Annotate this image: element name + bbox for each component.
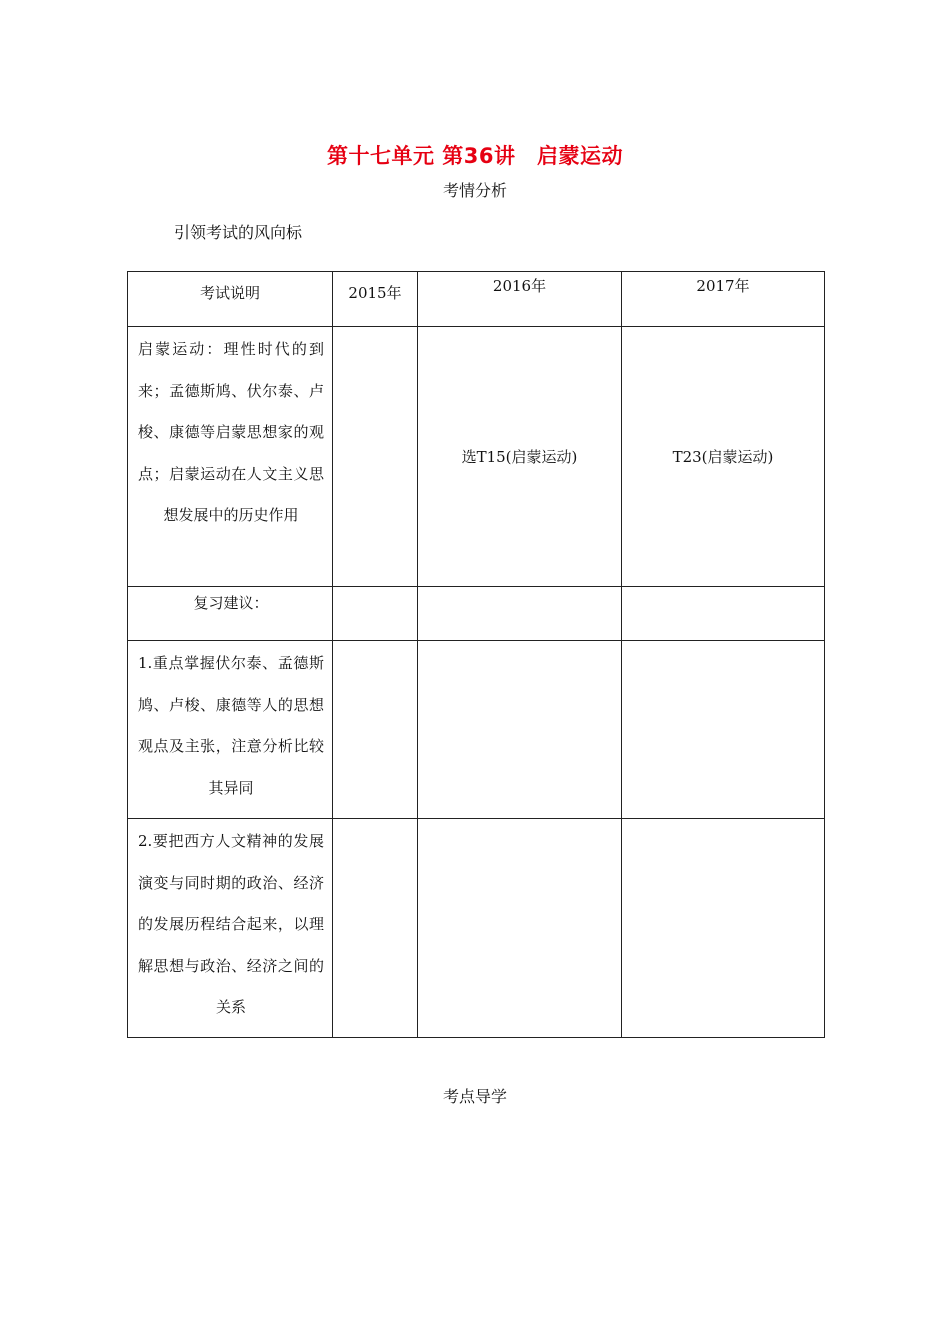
header-cell-description: 考试说明	[128, 272, 333, 327]
cell-2016: 选T15(启蒙运动)	[418, 327, 622, 587]
page-title: 第十七单元 第36讲 启蒙运动	[326, 144, 624, 168]
cell-2015	[333, 327, 418, 587]
table-header-row	[128, 272, 825, 327]
cell-2015	[333, 641, 418, 819]
cell-2015	[333, 819, 418, 1038]
table-row	[128, 587, 825, 641]
description-cell: 复习建议：	[128, 587, 333, 641]
guide-label: 引领考试的风向标	[174, 223, 303, 242]
description-cell: 2.要把西方人文精神的发展演变与同时期的政治、经济的发展历程结合起来，以理解思想与政治、经济之间的关系	[128, 819, 333, 1038]
header-cell-2015: 2015年	[333, 272, 418, 327]
cell-2017	[622, 641, 825, 819]
exam-analysis-table	[127, 271, 825, 1038]
table-row	[128, 641, 825, 819]
cell-2017	[622, 587, 825, 641]
header-cell-2017: 2017年	[622, 272, 825, 327]
cell-2016	[418, 641, 622, 819]
cell-2017: T23(启蒙运动)	[622, 327, 825, 587]
cell-2015	[333, 587, 418, 641]
cell-2016	[418, 819, 622, 1038]
description-cell: 1.重点掌握伏尔泰、孟德斯鸠、卢梭、康德等人的思想观点及主张，注意分析比较其异同	[128, 641, 333, 819]
table-row	[128, 327, 825, 587]
cell-2016	[418, 587, 622, 641]
table-row	[128, 819, 825, 1038]
cell-2017	[622, 819, 825, 1038]
header-cell-2016: 2016年	[418, 272, 622, 327]
section-footer-heading: 考点导学	[442, 1087, 507, 1106]
section-subtitle: 考情分析	[442, 181, 507, 200]
description-cell: 启蒙运动：理性时代的到来；孟德斯鸠、伏尔泰、卢梭、康德等启蒙思想家的观点；启蒙运动在人文主义思想发展中的历史作用	[128, 327, 333, 587]
